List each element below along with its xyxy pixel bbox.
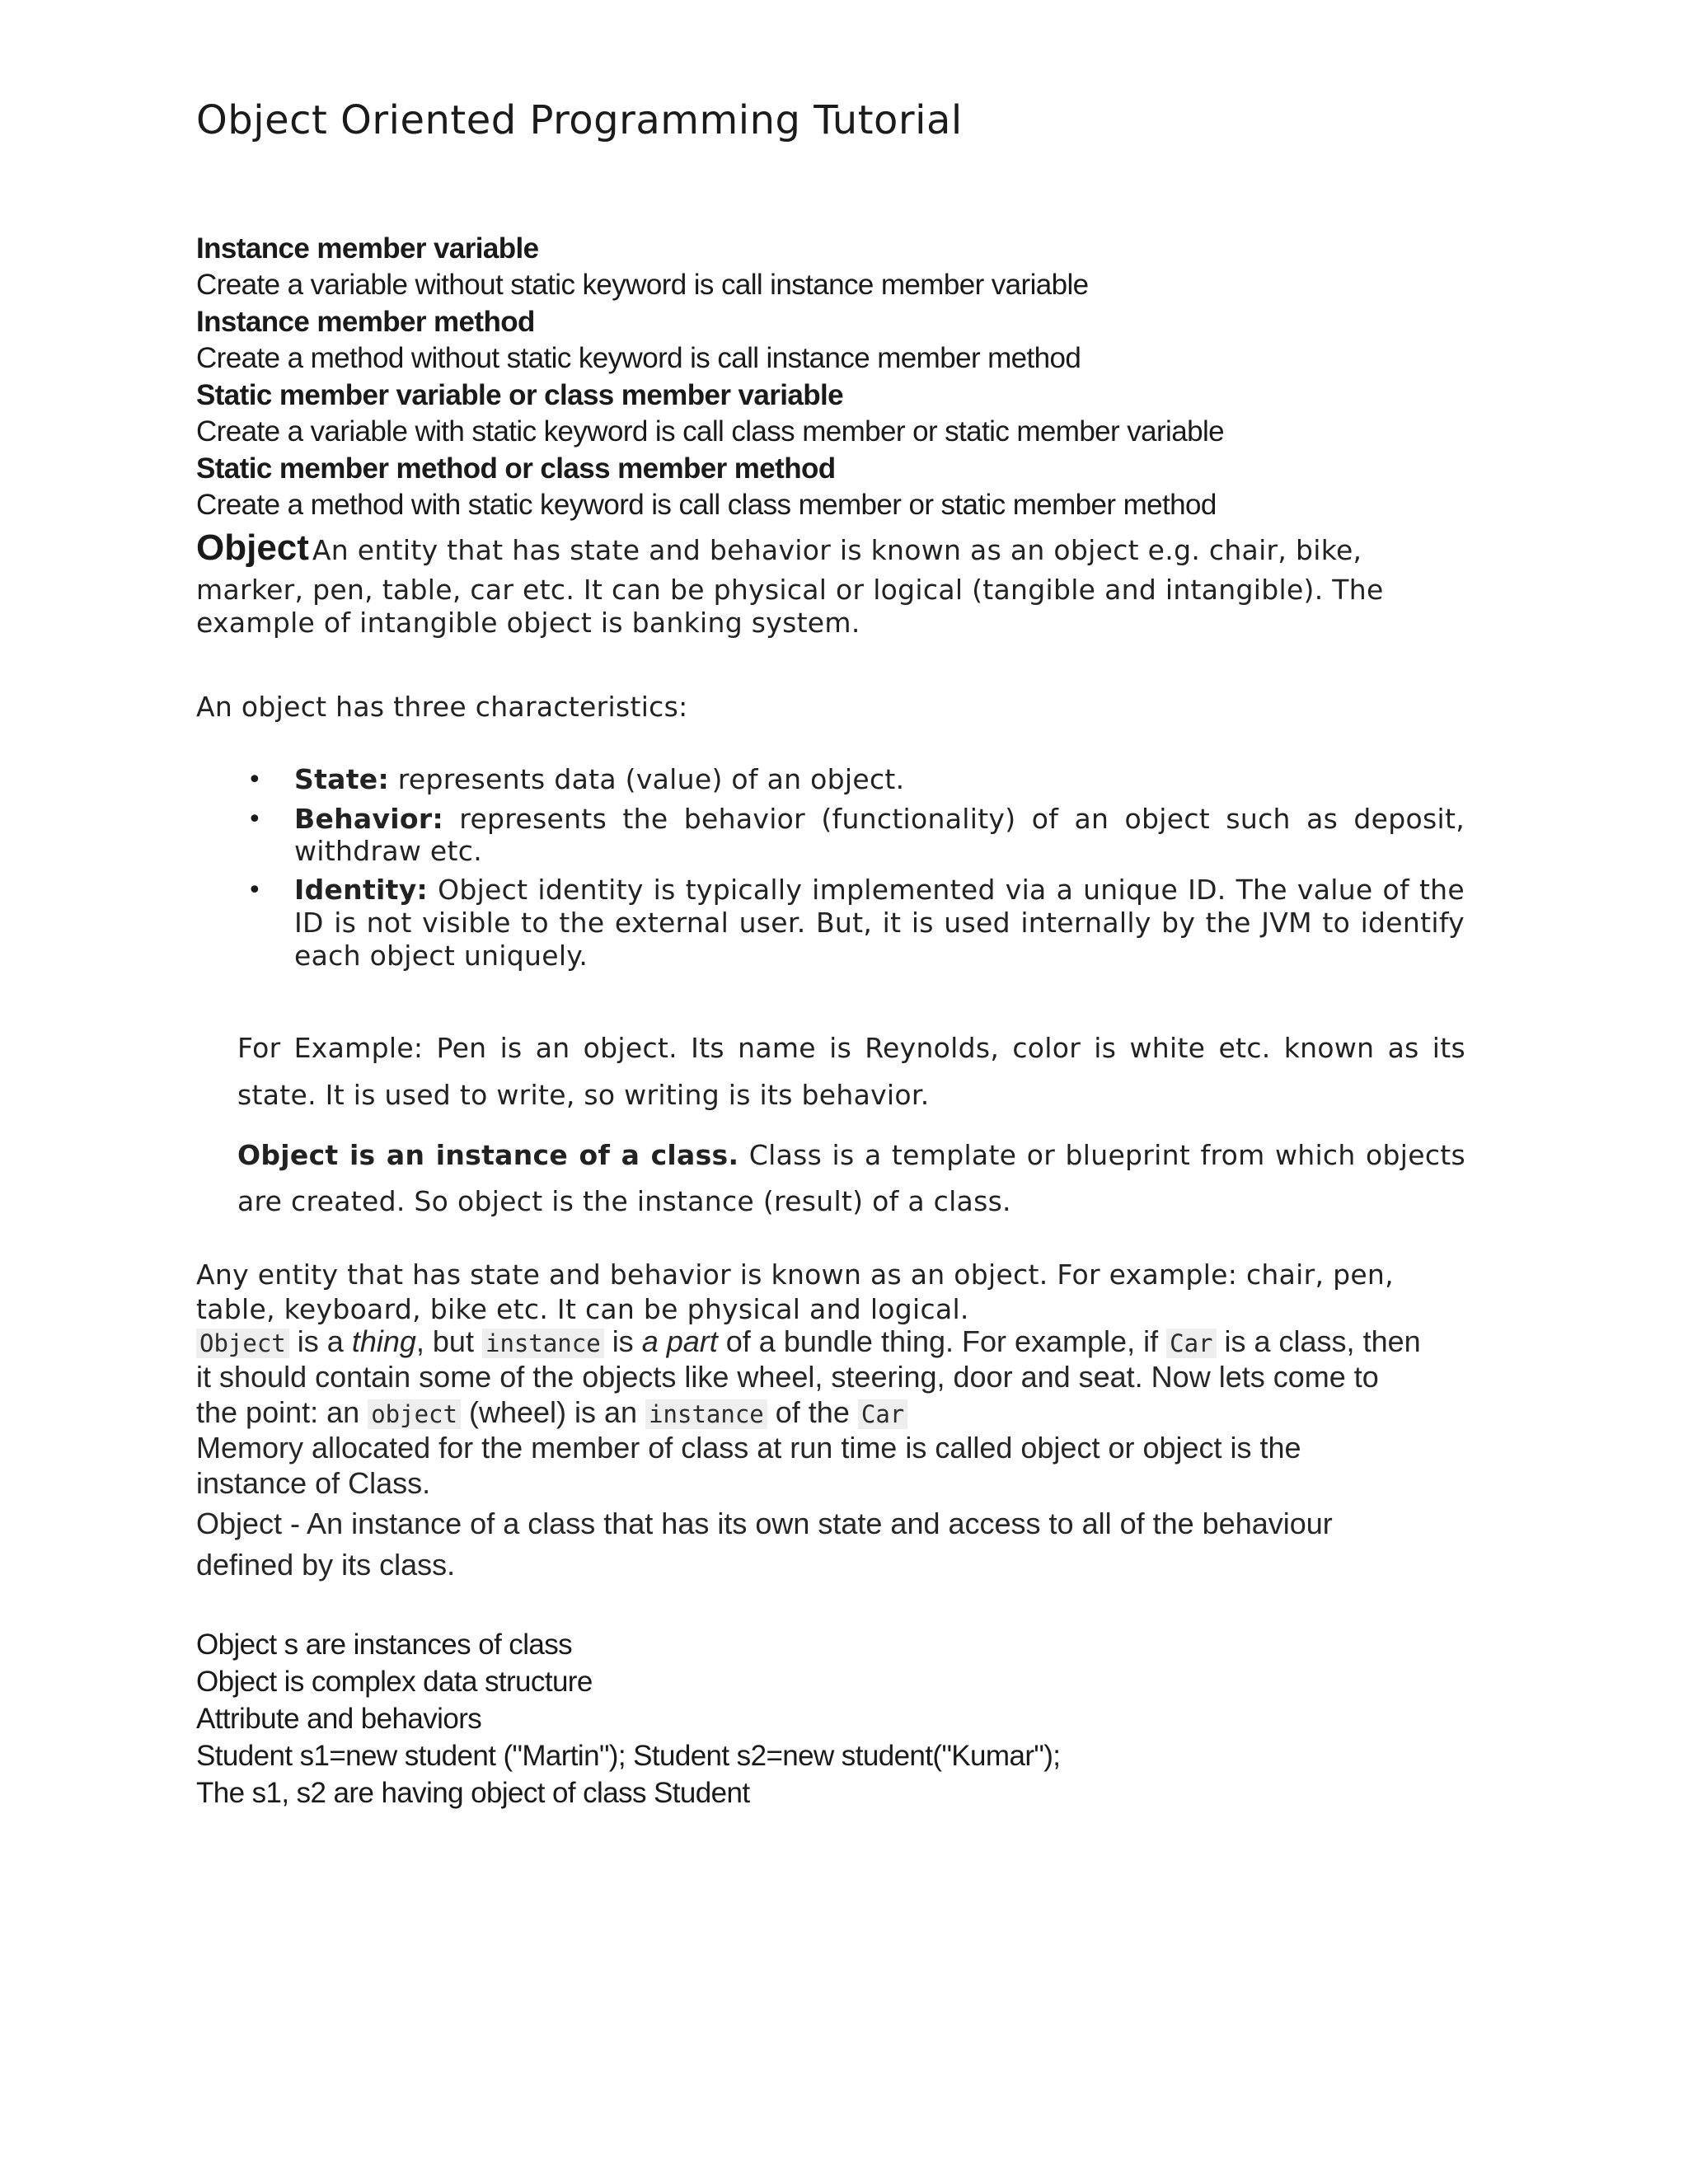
bullet-icon: •	[247, 805, 262, 834]
definition-heading: Static member method or class member method	[196, 452, 836, 485]
list-item	[294, 803, 1465, 835]
entity-line: table, keyboard, bike etc. It can be physical and logical.	[196, 1293, 969, 1325]
definition-text: Create a method with static keyword is call class member or static member method	[196, 489, 1217, 521]
memory-line: Memory allocated for the member of class at run time is called object or object is the	[196, 1431, 1301, 1465]
list-item-continuation: ID is not visible to the external user. But, it is used internally by the JVM to identify	[294, 907, 1465, 939]
thing-text: the point: an	[196, 1395, 360, 1429]
thing-text: of a bundle thing. For example, if	[725, 1324, 1159, 1358]
object-def-line: Object - An instance of a class that has its own state and access to all of the behaviour	[196, 1507, 1333, 1540]
thing-italic: a part	[641, 1324, 718, 1358]
list-item	[294, 763, 904, 795]
characteristic-term: Behavior:	[294, 803, 443, 835]
characteristic-text: represents the behavior (functionality) of an object such as deposit,	[459, 803, 1465, 835]
instance-bold: Object is an instance of a class.	[237, 1139, 739, 1171]
bullet-icon: •	[247, 766, 262, 794]
list-item	[294, 874, 1465, 906]
characteristic-text: Object identity is typically implemented via a unique ID. The value of the	[438, 874, 1465, 906]
definition-heading: Instance member method	[196, 306, 535, 338]
note-line: The s1, s2 are having object of class Student	[196, 1777, 750, 1809]
code-instance: instance	[482, 1329, 604, 1358]
thing-text: (wheel) is an	[468, 1395, 638, 1429]
instance-line	[237, 1139, 1465, 1171]
characteristics-intro: An object has three characteristics:	[196, 691, 688, 723]
object-intro-text: An entity that has state and behavior is known as an object e.g. chair, bike,	[312, 534, 1362, 566]
object-intro-line	[196, 527, 1362, 569]
definition-heading: Static member variable or class member variable	[196, 379, 844, 411]
code-car: Car	[1166, 1329, 1216, 1358]
code-object: object	[368, 1399, 461, 1429]
object-intro-line: example of intangible object is banking system.	[196, 607, 860, 639]
list-item-continuation: each object uniquely.	[294, 940, 588, 972]
code-instance: instance	[645, 1399, 767, 1429]
code-object: Object	[196, 1329, 289, 1358]
note-line: Student s1=new student ("Martin"); Student s2=new student("Kumar");	[196, 1740, 1061, 1772]
characteristic-term: State:	[294, 763, 389, 795]
note-line: Attribute and behaviors	[196, 1703, 482, 1735]
entity-line: Any entity that has state and behavior is known as an object. For example: chair, pen,	[196, 1258, 1394, 1291]
thing-text: is	[612, 1324, 634, 1358]
memory-line: instance of Class.	[196, 1466, 431, 1500]
thing-line	[196, 1395, 907, 1430]
thing-italic: thing	[351, 1324, 416, 1358]
thing-text: , but	[415, 1324, 474, 1358]
characteristic-text: represents data (value) of an object.	[397, 763, 905, 795]
note-line: Object is complex data structure	[196, 1666, 593, 1698]
note-line: Object s are instances of class	[196, 1629, 573, 1661]
object-def-line: defined by its class.	[196, 1548, 456, 1582]
thing-text: is a class, then	[1224, 1324, 1421, 1358]
object-term: Object	[196, 527, 309, 568]
thing-line	[196, 1324, 1421, 1359]
page-title: Object Oriented Programming Tutorial	[196, 97, 963, 143]
bullet-icon: •	[247, 876, 262, 905]
definition-text: Create a variable with static keyword is call class member or static member variable	[196, 415, 1224, 448]
thing-text: is a	[297, 1324, 344, 1358]
definition-heading: Instance member variable	[196, 232, 539, 265]
definition-text: Create a method without static keyword is call instance member method	[196, 342, 1081, 374]
thing-text: of the	[775, 1395, 850, 1429]
thing-line: it should contain some of the objects like wheel, steering, door and seat. Now lets come to	[196, 1360, 1379, 1394]
object-intro-line: marker, pen, table, car etc. It can be physical or logical (tangible and intangible). The	[196, 574, 1384, 606]
example-line: state. It is used to write, so writing is its behavior.	[237, 1079, 930, 1111]
definition-text: Create a variable without static keyword is call instance member variable	[196, 269, 1089, 301]
instance-line: are created. So object is the instance (result) of a class.	[237, 1185, 1011, 1217]
code-car: Car	[858, 1399, 907, 1429]
list-item-continuation: withdraw etc.	[294, 835, 483, 867]
characteristic-term: Identity:	[294, 874, 429, 906]
example-line: For Example: Pen is an object. Its name is Reynolds, color is white etc. known as its	[237, 1032, 1465, 1064]
instance-text: Class is a template or blueprint from which objects	[748, 1139, 1466, 1171]
